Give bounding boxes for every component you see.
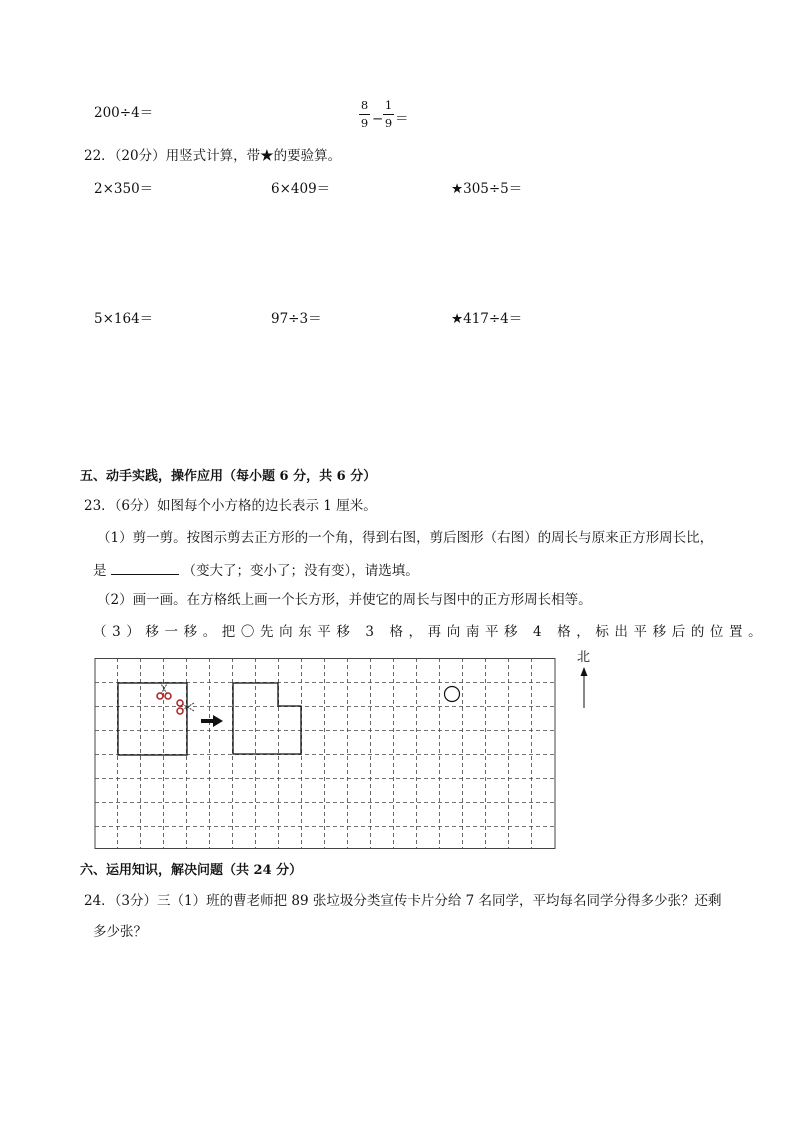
fraction-bar (359, 114, 370, 115)
fraction-denominator: 9 (360, 115, 369, 130)
question-24-title: 24．（3分）三（1）班的曹老师把 89 张垃圾分类宣传卡片分给 7 名同学，平均每名同学分得多少张？还剩 (84, 893, 722, 909)
answer-blank[interactable] (111, 562, 179, 575)
question-23-title: 23．（6分）如图每个小方格的边长表示 1 厘米。 (84, 498, 377, 514)
grid-figure (0, 640, 794, 900)
question-22-title: 22．（20分）用竖式计算，带★的要验算。 (84, 148, 342, 164)
grid-border (95, 659, 555, 849)
cut-shape (233, 683, 301, 754)
question-23-part-3: （3）移一移。把〇先向东平移 3 格，再向南平移 4 格，标出平移后的位置。 (93, 624, 768, 640)
grid-lines (95, 658, 555, 848)
scissors-icon (177, 700, 194, 714)
question-24-title-line-2: 多少张？ (93, 924, 147, 940)
fraction-denominator: 9 (384, 115, 393, 130)
calc-2x350: 2×350＝ (94, 181, 154, 197)
fraction-bar (383, 114, 394, 115)
calc-5x164: 5×164＝ (94, 311, 154, 327)
expr-200-div-4: 200÷4＝ (94, 105, 154, 121)
original-square (118, 683, 187, 755)
answer-options: （变大了；变小了；没有变），请选填。 (182, 563, 419, 579)
answer-prefix: 是 (93, 563, 107, 579)
section-5-heading: 五、动手实践，操作应用（每小题 6 分，共 6 分） (80, 469, 377, 484)
calc-305div5: ★305÷5＝ (451, 181, 523, 197)
north-arrow-icon (581, 667, 588, 708)
fraction-numerator: 1 (384, 98, 393, 112)
equals-sign: ＝ (395, 111, 409, 127)
fraction-numerator: 8 (360, 98, 369, 112)
minus-sign: − (372, 111, 384, 127)
calc-417div4: ★417÷4＝ (451, 311, 523, 327)
fraction-8-9 (359, 100, 370, 129)
north-label: 北 (577, 650, 591, 665)
calc-6x409: 6×409＝ (271, 181, 331, 197)
question-23-part-1-line-2 (93, 562, 419, 579)
question-23-part-2: （2）画一画。在方格纸上画一个长方形，并使它的周长与图中的正方形周长相等。 (97, 592, 592, 608)
scissors-icon (157, 682, 171, 699)
section-6-heading: 六、运用知识，解决问题（共 24 分） (80, 863, 303, 878)
question-23-part-1: （1）剪一剪。按图示剪去正方形的一个角，得到右图，剪后图形（右图）的周长与原来正方形周长比， (97, 530, 714, 546)
fraction-1-9 (383, 100, 394, 129)
circle-marker (445, 687, 460, 702)
calc-97div3: 97÷3＝ (271, 311, 322, 327)
right-arrow-icon (201, 715, 223, 727)
